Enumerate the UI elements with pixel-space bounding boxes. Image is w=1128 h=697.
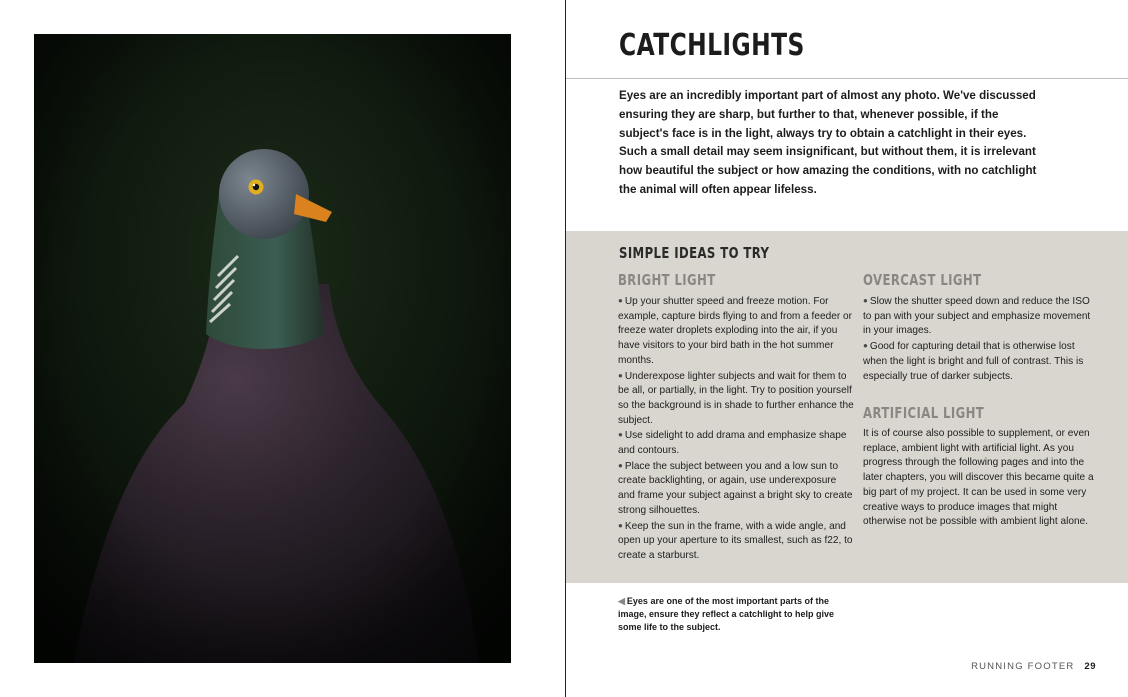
list-item: ● Underexpose lighter subjects and wait for them to be all, or partially, in the light. Try to position yourself so the background is in shade to further enhance the subject. (618, 369, 854, 429)
artificial-light-heading: ARTIFICIAL LIGHT (863, 404, 985, 422)
title-divider (566, 78, 1128, 79)
intro-paragraph: Eyes are an incredibly important part of almost any photo. We've discussed ensuring they are sharp, but further to that, whenever possible, if the subject's face is in the light, always try to obtain a catchlight in their eyes. Such a small detail may seem insignificant, but without them, it is irrelevant how beautiful the subject or how amazing the conditions, with no catchlight the animal will often appear lifeless. (619, 89, 1037, 196)
artificial-light-text: It is of course also possible to supplement, or even replace, ambient light with artificial light. As you progress through the following pages and into the later chapters, you will discover this became quite a big part of my project. It can be used in some very creative ways to produce images that might otherwise not be possible with ambient light alone. (863, 428, 1094, 528)
list-item: ● Good for capturing detail that is otherwise lost when the light is bright and full of contrast. This is especially true of darker subjects. (863, 339, 1099, 384)
pigeon-photo (34, 34, 511, 663)
bright-light-list (618, 294, 854, 564)
caption-arrow-icon: ◀ (618, 596, 625, 606)
list-item: ● Use sidelight to add drama and emphasize shape and contours. (618, 428, 854, 458)
page-footer (971, 661, 1096, 672)
list-item: ● Place the subject between you and a low sun to create backlighting, or again, use underexposure and frame your subject against a bright sky to create strong silhouettes. (618, 459, 854, 519)
caption-text: Eyes are one of the most important parts of the image, ensure they reflect a catchlight to help give some life to the subject. (618, 596, 835, 632)
running-footer: RUNNING FOOTER (971, 661, 1075, 672)
list-item: ● Keep the sun in the frame, with a wide angle, and open up your aperture to its smallest, such as f22, to create a starburst. (618, 519, 854, 564)
pigeon-illustration (34, 34, 511, 663)
overcast-light-column (863, 273, 1099, 384)
bright-light-heading: BRIGHT LIGHT (618, 271, 716, 289)
page-number: 29 (1084, 661, 1096, 672)
artificial-light-column (863, 406, 1099, 530)
overcast-light-heading: OVERCAST LIGHT (863, 271, 982, 289)
list-item: ● Slow the shutter speed down and reduce the ISO to pan with your subject and emphasize movement in your images. (863, 294, 1099, 339)
bright-light-column (618, 273, 854, 564)
list-item: ● Up your shutter speed and freeze motion. For example, capture birds flying to and from a feeder or freeze water droplets exploding into the air, if you have visitors to your bird bath in the hot summer months. (618, 294, 854, 369)
page-title: CATCHLIGHTS (619, 28, 805, 63)
panel-heading: SIMPLE IDEAS TO TRY (619, 244, 770, 262)
overcast-light-list (863, 294, 1099, 384)
photo-caption (618, 595, 858, 634)
